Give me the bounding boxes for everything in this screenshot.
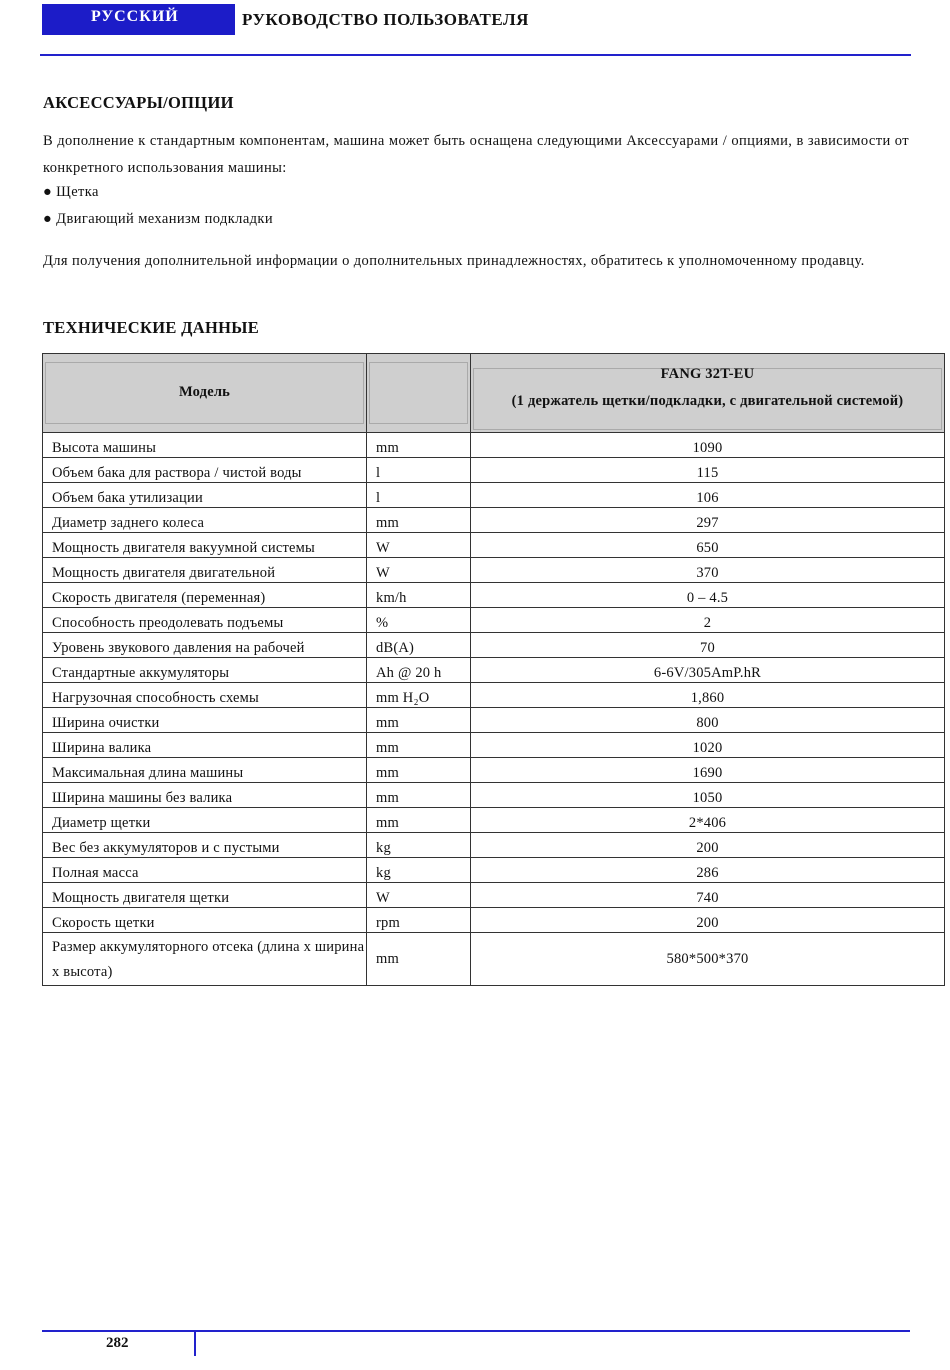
- value-cell: 1090: [471, 433, 945, 458]
- param-cell: Объем бака для раствора / чистой воды: [43, 458, 367, 483]
- footer-divider: [42, 1330, 910, 1332]
- param-cell: Мощность двигателя двигательной: [43, 558, 367, 583]
- param-cell: Мощность двигателя щетки: [43, 883, 367, 908]
- table-row: [43, 583, 945, 608]
- unit-cell: dB(A): [367, 633, 471, 658]
- table-row: [43, 833, 945, 858]
- param-cell: Ширина машины без валика: [43, 783, 367, 808]
- unit-cell: kg: [367, 858, 471, 883]
- value-cell: 106: [471, 483, 945, 508]
- param-cell: Размер аккумуляторного отсека (длина х ширина х высота): [43, 933, 367, 986]
- value-cell: 370: [471, 558, 945, 583]
- unit-cell: Ah @ 20 h: [367, 658, 471, 683]
- param-cell: Ширина валика: [43, 733, 367, 758]
- value-cell: 1690: [471, 758, 945, 783]
- value-cell: 200: [471, 833, 945, 858]
- value-cell: 580*500*370: [471, 933, 945, 986]
- param-cell: Ширина очистки: [43, 708, 367, 733]
- value-cell: 1020: [471, 733, 945, 758]
- table-row: [43, 558, 945, 583]
- model-header-cell: [43, 354, 367, 433]
- table-row: [43, 858, 945, 883]
- value-cell: 6-6V/305AmP.hR: [471, 658, 945, 683]
- accessories-intro: В дополнение к стандартным компонентам, машина может быть оснащена следующими Аксессуарами / опциями, в зависимости от конкретного использования машины:: [43, 133, 909, 176]
- footer-tick: [194, 1330, 196, 1356]
- table-row: [43, 658, 945, 683]
- language-badge: РУССКИЙ: [42, 4, 235, 35]
- unit-cell: mm: [367, 758, 471, 783]
- param-cell: Нагрузочная способность схемы: [43, 683, 367, 708]
- unit-cell: l: [367, 483, 471, 508]
- value-cell: 2*406: [471, 808, 945, 833]
- unit-cell: rpm: [367, 908, 471, 933]
- param-cell: Способность преодолевать подъемы: [43, 608, 367, 633]
- unit-cell: mm: [367, 508, 471, 533]
- unit-cell: mm: [367, 933, 471, 986]
- table-row: [43, 433, 945, 458]
- param-cell: Высота машины: [43, 433, 367, 458]
- table-row: [43, 733, 945, 758]
- table-row: [43, 683, 945, 708]
- unit-cell: mm: [367, 733, 471, 758]
- unit-cell: W: [367, 558, 471, 583]
- tech-data-heading: ТЕХНИЧЕСКИЕ ДАННЫЕ: [43, 318, 260, 337]
- table-row: [43, 458, 945, 483]
- unit-cell: kg: [367, 833, 471, 858]
- model-name-cell: [471, 354, 945, 433]
- param-cell: Скорость двигателя (переменная): [43, 583, 367, 608]
- table-row: [43, 483, 945, 508]
- value-cell: 200: [471, 908, 945, 933]
- param-cell: Вес без аккумуляторов и с пустыми: [43, 833, 367, 858]
- tech-specs-body: [43, 433, 945, 986]
- unit-cell: W: [367, 883, 471, 908]
- value-cell: 0 – 4.5: [471, 583, 945, 608]
- param-cell: Максимальная длина машины: [43, 758, 367, 783]
- document-title: РУКОВОДСТВО ПОЛЬЗОВАТЕЛЯ: [242, 10, 529, 29]
- value-cell: 800: [471, 708, 945, 733]
- header-divider: [40, 54, 911, 56]
- unit-cell: km/h: [367, 583, 471, 608]
- param-cell: Мощность двигателя вакуумной системы: [43, 533, 367, 558]
- unit-cell: mm: [367, 808, 471, 833]
- value-cell: 297: [471, 508, 945, 533]
- unit-cell: mm: [367, 433, 471, 458]
- table-row: [43, 633, 945, 658]
- table-row: [43, 508, 945, 533]
- value-cell: 650: [471, 533, 945, 558]
- value-cell: 286: [471, 858, 945, 883]
- unit-cell: mm: [367, 708, 471, 733]
- tech-specs-table: [42, 353, 945, 986]
- value-cell: 1050: [471, 783, 945, 808]
- value-cell: 2: [471, 608, 945, 633]
- param-cell: Скорость щетки: [43, 908, 367, 933]
- unit-cell: %: [367, 608, 471, 633]
- value-cell: 70: [471, 633, 945, 658]
- accessory-item: ● Двигающий механизм подкладки: [43, 211, 274, 227]
- table-header-row: [43, 354, 945, 433]
- param-cell: Полная масса: [43, 858, 367, 883]
- unit-header-cell: [367, 354, 471, 433]
- accessories-note: Для получения дополнительной информации о дополнительных принадлежностях, обратитесь к уполномоченному продавцу.: [43, 253, 865, 269]
- accessories-heading: АКСЕССУАРЫ/ОПЦИИ: [43, 93, 234, 112]
- page-number: 282: [106, 1335, 129, 1351]
- table-row: [43, 883, 945, 908]
- table-row: [43, 533, 945, 558]
- table-row: [43, 808, 945, 833]
- param-cell: Уровень звукового давления на рабочей: [43, 633, 367, 658]
- table-row: [43, 783, 945, 808]
- model-description: (1 держатель щетки/подкладки, с двигательной системой): [511, 393, 904, 409]
- table-row: [43, 708, 945, 733]
- unit-cell: W: [367, 533, 471, 558]
- param-cell: Объем бака утилизации: [43, 483, 367, 508]
- unit-cell: mm: [367, 783, 471, 808]
- param-cell: Диаметр щетки: [43, 808, 367, 833]
- table-row: [43, 933, 945, 986]
- table-row: [43, 908, 945, 933]
- param-cell: Стандартные аккумуляторы: [43, 658, 367, 683]
- table-row: [43, 758, 945, 783]
- value-cell: 115: [471, 458, 945, 483]
- unit-cell: mm H₂O: [367, 683, 471, 708]
- table-row: [43, 608, 945, 633]
- value-cell: 740: [471, 883, 945, 908]
- value-cell: 1,860: [471, 683, 945, 708]
- unit-cell: l: [367, 458, 471, 483]
- param-cell: Диаметр заднего колеса: [43, 508, 367, 533]
- model-name: FANG 32T-EU: [660, 366, 755, 382]
- accessory-item: ● Щетка: [43, 184, 99, 200]
- model-label: Модель: [178, 384, 231, 400]
